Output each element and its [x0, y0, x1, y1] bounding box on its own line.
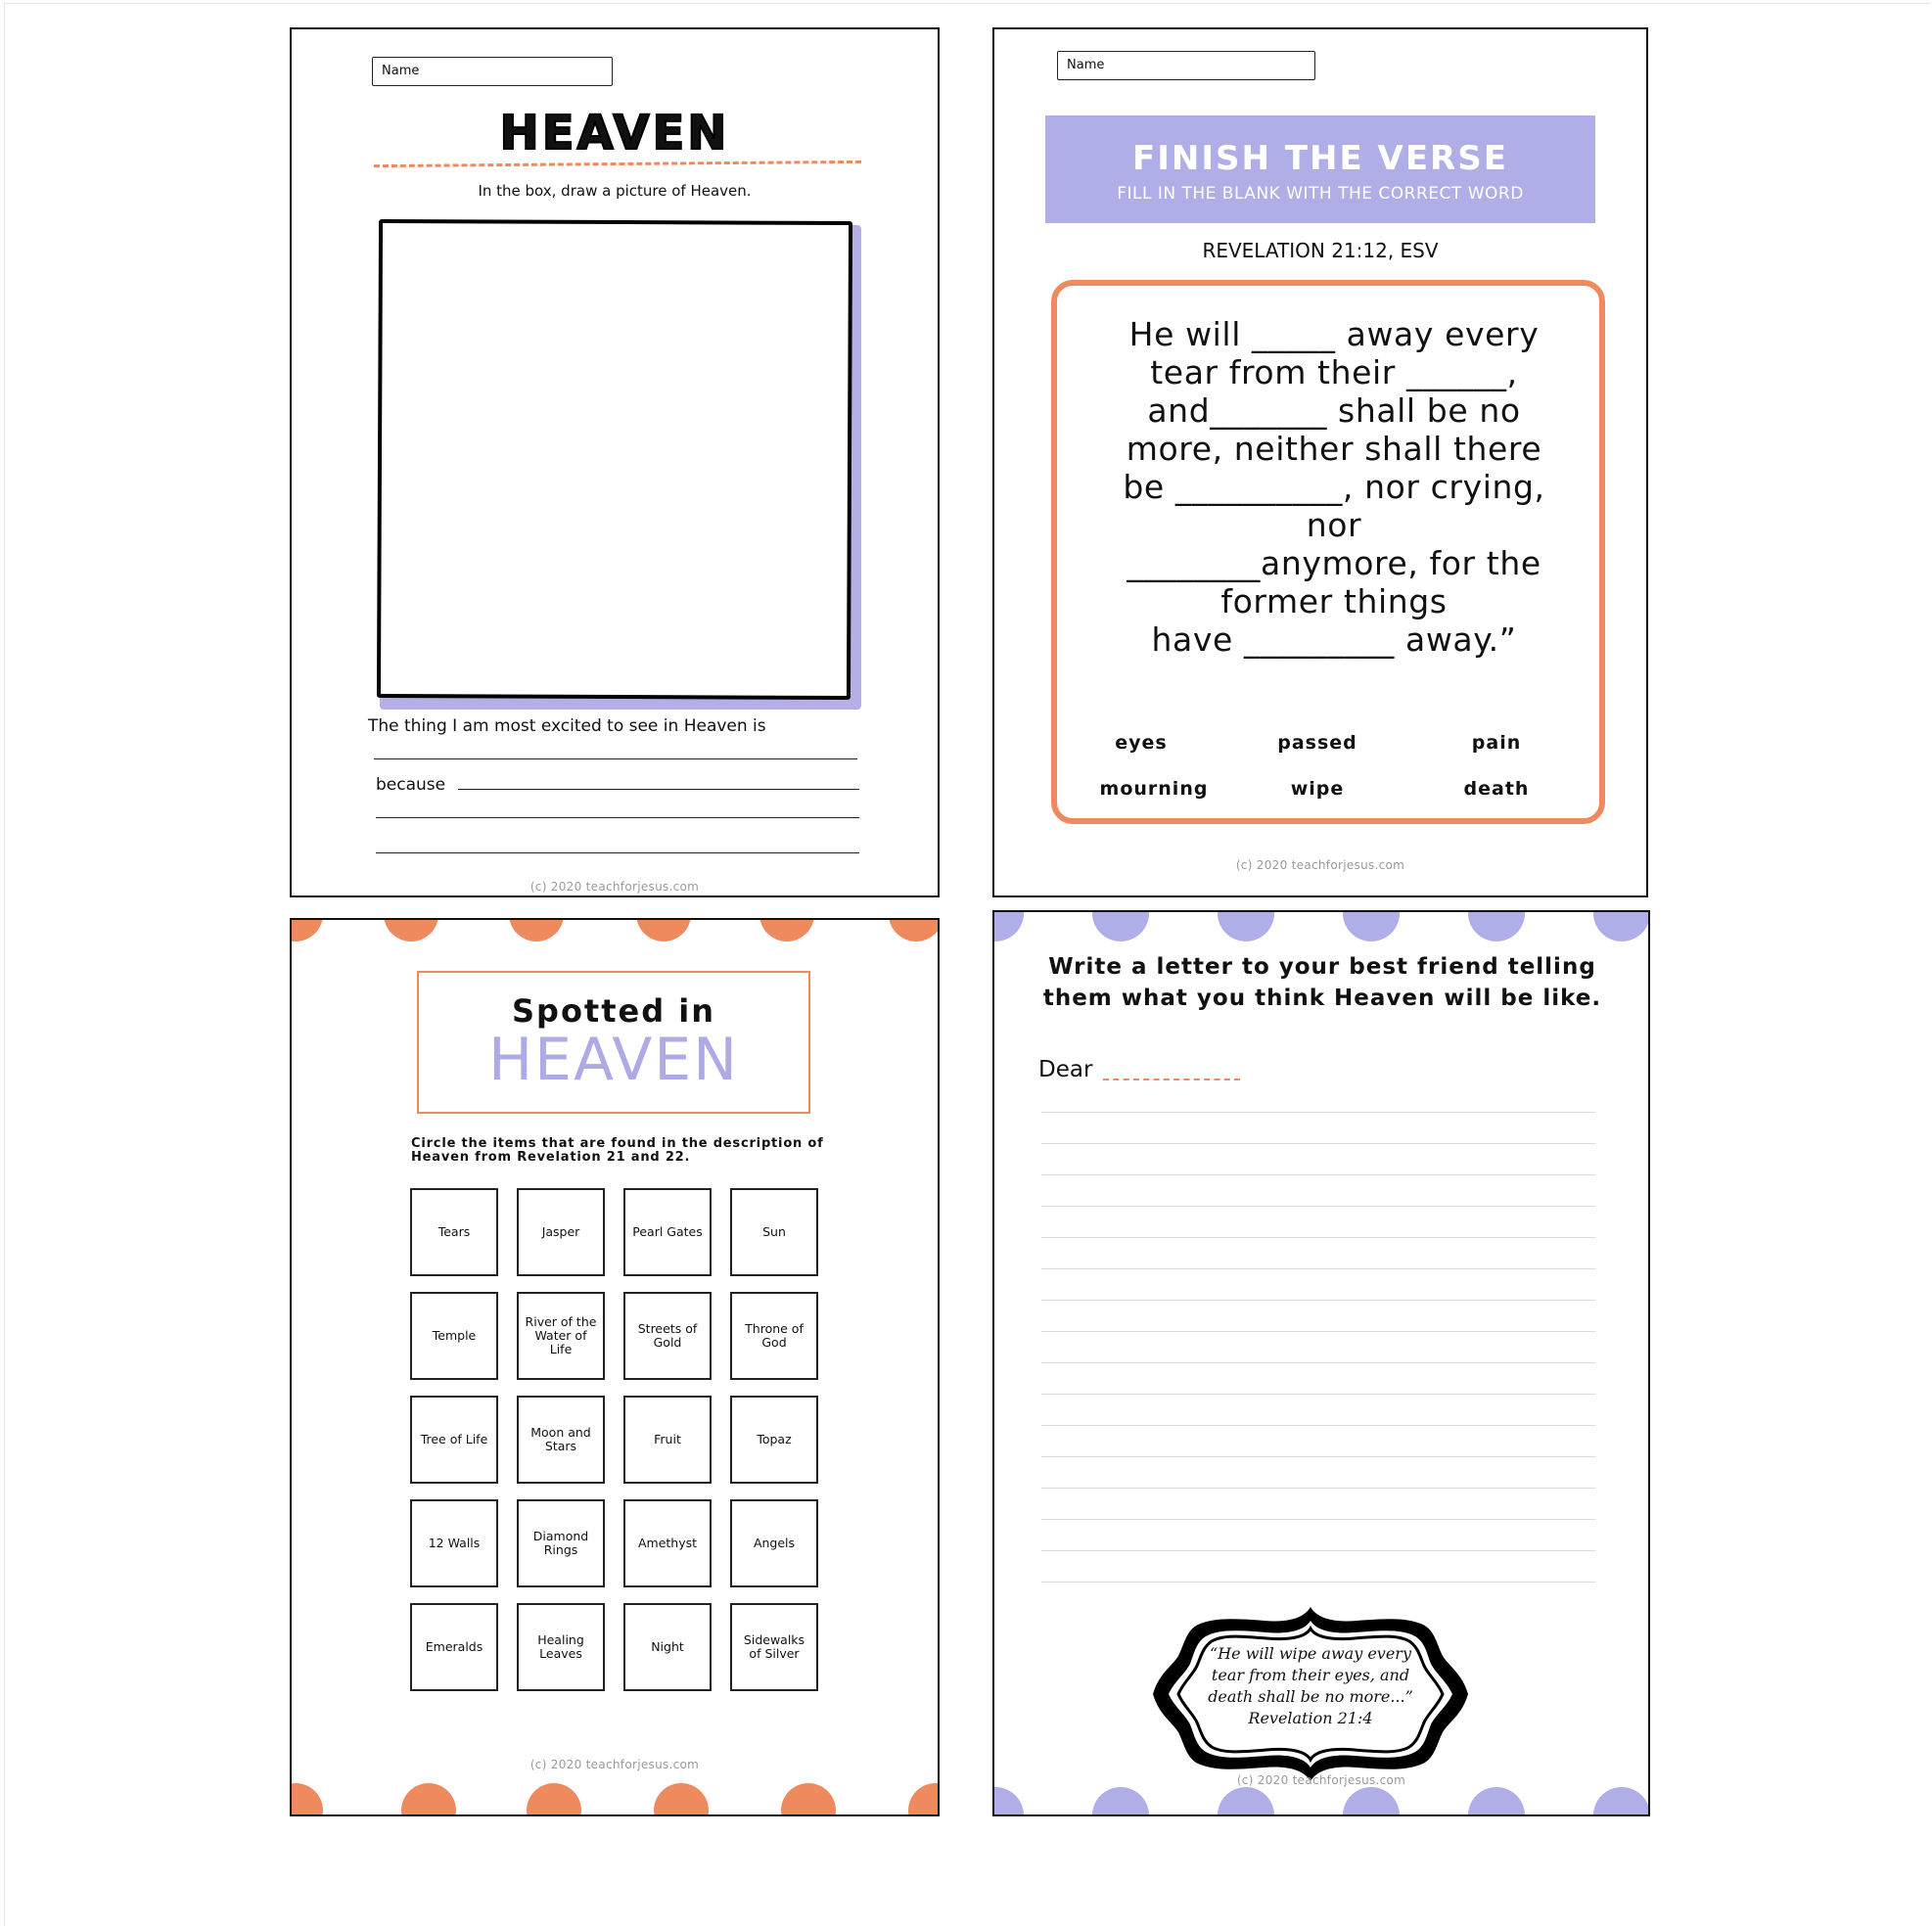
writing-line[interactable] — [1041, 1237, 1595, 1238]
quote-text — [1195, 1643, 1426, 1729]
writing-line[interactable] — [1041, 1331, 1595, 1332]
drawing-box[interactable] — [377, 219, 852, 700]
name-label: Name — [1067, 58, 1105, 72]
grid-item[interactable]: Amethyst — [623, 1499, 712, 1587]
writing-line[interactable] — [1041, 1174, 1595, 1175]
writing-line[interactable] — [1041, 1488, 1595, 1489]
dear-label: Dear — [1038, 1057, 1093, 1082]
writing-line[interactable] — [1041, 1300, 1595, 1301]
decor-dot — [1593, 1787, 1650, 1816]
word-bank-item: pain — [1471, 732, 1522, 754]
excited-prompt: The thing I am most excited to see in Heaven is — [368, 716, 766, 736]
grid-item[interactable]: Topaz — [730, 1396, 818, 1484]
word-bank-item: mourning — [1099, 778, 1209, 800]
letter-prompt: Write a letter to your best friend telling them what you think Heaven will be like. — [1042, 954, 1602, 1011]
writing-line[interactable] — [1041, 1394, 1595, 1395]
writing-line[interactable] — [1041, 1519, 1595, 1520]
grid-item[interactable]: Diamond Rings — [517, 1499, 605, 1587]
decor-dot — [1092, 910, 1149, 941]
writing-line[interactable] — [1041, 1362, 1595, 1363]
decor-dot — [992, 1787, 1024, 1816]
decor-dot — [636, 918, 691, 941]
writing-line[interactable] — [1041, 1550, 1595, 1551]
grid-item[interactable]: Moon and Stars — [517, 1396, 605, 1484]
name-label: Name — [382, 64, 420, 78]
answer-line[interactable] — [374, 758, 857, 759]
verse-line: be __________, nor crying, — [1123, 468, 1545, 506]
decor-dot — [290, 1783, 323, 1816]
grid-item[interactable]: Pearl Gates — [623, 1188, 712, 1276]
banner-title: FINISH THE VERSE — [1132, 139, 1508, 178]
writing-line[interactable] — [1041, 1582, 1595, 1583]
verse-line: tear from their ______, — [1150, 353, 1518, 391]
decor-dot — [759, 918, 814, 941]
writing-line[interactable] — [1041, 1206, 1595, 1207]
banner-subtitle: FILL IN THE BLANK WITH THE CORRECT WORD — [1117, 184, 1524, 204]
decor-dot — [1468, 1787, 1525, 1816]
grid-item[interactable]: Sun — [730, 1188, 818, 1276]
verse-line: and_______ shall be no — [1147, 391, 1521, 430]
circle-instruction: Circle the items that are found in the description of Heaven from Revelation 21 and 22. — [411, 1136, 824, 1165]
verse-line: have _________ away.” — [1151, 620, 1517, 659]
writing-line[interactable] — [1041, 1112, 1595, 1113]
page-title: HEAVEN — [499, 106, 730, 161]
decor-dot — [1343, 910, 1400, 941]
decor-dot — [654, 1783, 709, 1816]
decor-dot — [781, 1783, 836, 1816]
word-bank-item: death — [1463, 778, 1530, 800]
grid-item[interactable]: Night — [623, 1603, 712, 1691]
verse-line: more, neither shall there — [1126, 430, 1542, 468]
answer-line[interactable] — [376, 817, 859, 818]
decor-dot — [1593, 910, 1650, 941]
writing-line[interactable] — [1041, 1425, 1595, 1426]
title-box — [417, 971, 810, 1114]
verse-reference: REVELATION 21:12, ESV — [1202, 239, 1439, 262]
because-label: because — [376, 775, 446, 795]
draw-instruction: In the box, draw a picture of Heaven. — [478, 182, 752, 200]
decor-dot — [908, 1783, 940, 1816]
worksheet-finish-verse — [992, 27, 1648, 897]
copyright-footer: (c) 2020 teachforjesus.com — [1235, 858, 1405, 872]
copyright-footer: (c) 2020 teachforjesus.com — [1236, 1773, 1406, 1787]
writing-line[interactable] — [1041, 1268, 1595, 1269]
decor-dot — [509, 918, 564, 941]
quote-reference: Revelation 21:4 — [1248, 1709, 1373, 1727]
verse-line: He will _____ away every — [1128, 315, 1540, 353]
grid-item[interactable]: Tears — [410, 1188, 498, 1276]
decor-dot — [401, 1783, 456, 1816]
grid-item[interactable]: Tree of Life — [410, 1396, 498, 1484]
decor-dot — [1092, 1787, 1149, 1816]
verse-line: former things — [1220, 582, 1448, 620]
word-bank-item: passed — [1277, 732, 1357, 754]
copyright-footer: (c) 2020 teachforjesus.com — [529, 1758, 700, 1771]
grid-item[interactable]: Throne of God — [730, 1292, 818, 1380]
name-field[interactable] — [372, 57, 613, 86]
decor-dot — [889, 918, 940, 941]
grid-item[interactable]: Temple — [410, 1292, 498, 1380]
worksheet-spotted-in-heaven — [290, 918, 940, 1816]
decor-dot — [384, 918, 438, 941]
title-top: Spotted in — [511, 992, 716, 1030]
grid-item[interactable]: Sidewalks of Silver — [730, 1603, 818, 1691]
copyright-footer: (c) 2020 teachforjesus.com — [529, 880, 700, 894]
answer-line[interactable] — [458, 789, 859, 790]
grid-item[interactable]: Streets of Gold — [623, 1292, 712, 1380]
word-bank-item: wipe — [1290, 778, 1345, 800]
grid-item[interactable]: Healing Leaves — [517, 1603, 605, 1691]
worksheet-draw-heaven — [290, 27, 940, 897]
verse-line: ________anymore, for the — [1127, 544, 1541, 582]
title-bottom: HEAVEN — [487, 1026, 740, 1094]
verse-box — [1051, 280, 1605, 824]
grid-item[interactable]: Angels — [730, 1499, 818, 1587]
writing-line[interactable] — [1041, 1143, 1595, 1144]
worksheet-letter — [992, 910, 1650, 1816]
grid-item[interactable]: Fruit — [623, 1396, 712, 1484]
grid-item[interactable]: Emeralds — [410, 1603, 498, 1691]
grid-item[interactable]: Jasper — [517, 1188, 605, 1276]
title-divider — [374, 161, 861, 167]
grid-item[interactable]: 12 Walls — [410, 1499, 498, 1587]
decor-dot — [527, 1783, 581, 1816]
writing-line[interactable] — [1041, 1456, 1595, 1457]
answer-line[interactable] — [376, 852, 859, 853]
name-field[interactable] — [1057, 51, 1315, 80]
quote-body: “He will wipe away every tear from their eyes, and death shall be no more...” — [1208, 1644, 1413, 1706]
decor-dot — [992, 910, 1024, 941]
grid-item[interactable]: River of the Water of Life — [517, 1292, 605, 1380]
decor-dot — [1218, 1787, 1274, 1816]
decor-dot — [1218, 910, 1274, 941]
verse-text — [1114, 315, 1554, 659]
decor-dot — [1343, 1787, 1400, 1816]
recipient-line[interactable] — [1103, 1079, 1240, 1080]
decor-dot — [1468, 910, 1525, 941]
decor-dot — [290, 918, 323, 941]
title-banner — [1045, 115, 1595, 223]
word-bank-item: eyes — [1115, 732, 1168, 754]
verse-line: nor — [1306, 506, 1362, 544]
